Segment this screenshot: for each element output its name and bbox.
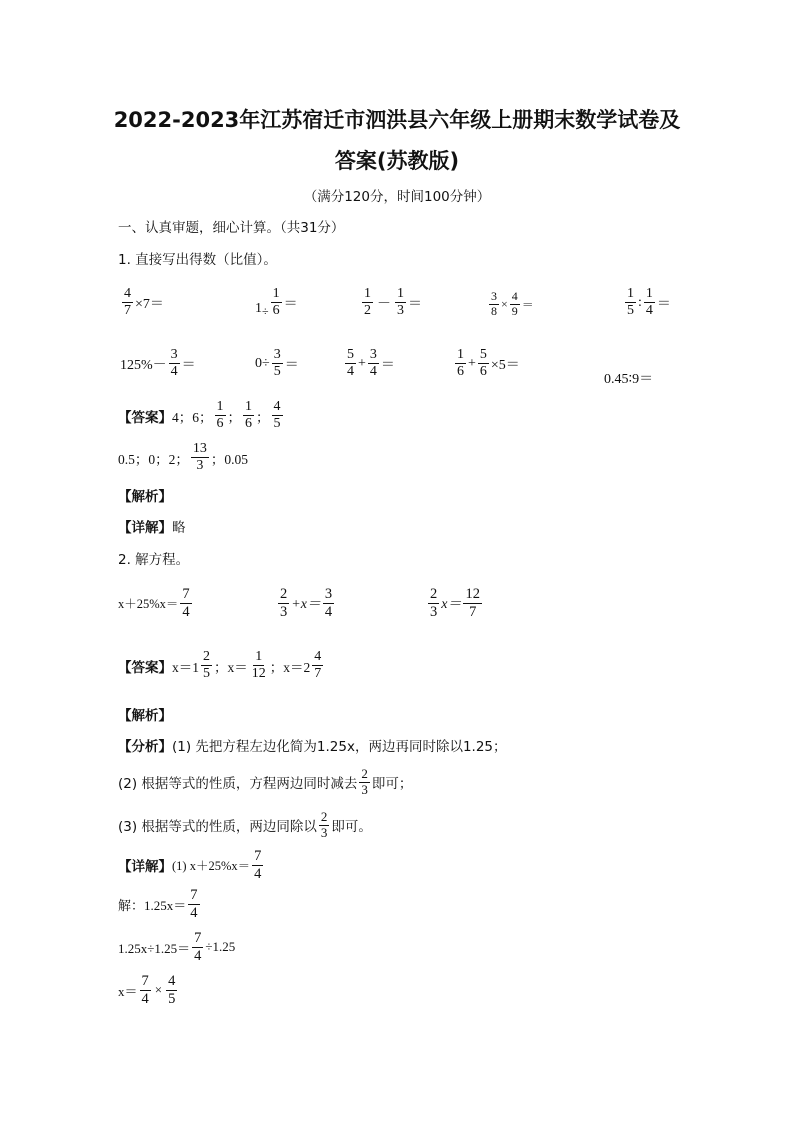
q2-detail-3: 1.25x÷1.25＝ $\frac{7}{4}$ ÷1.25	[118, 930, 236, 964]
expr-3: $\frac{1}{2}$ － $\frac{1}{3}$ ＝	[364, 286, 422, 319]
section-heading: 一、认真审题，细心计算。（共31分）	[118, 220, 345, 236]
q2-answer: 【答案】 x＝1 $\frac{2}{5}$ ；x＝ $\frac{1}{12}$ ；x＝2 $\frac{4}{7}$	[118, 649, 322, 682]
expr-1: $\frac{4}{7}$ ×7＝	[124, 286, 164, 319]
expr-10: 0.45∶9＝	[604, 372, 654, 387]
expr-9: $\frac{1}{6}$ + $\frac{5}{6}$ ×5＝	[457, 347, 520, 380]
q2-analysis: 【解析】	[118, 708, 172, 724]
q1-analysis: 【解析】	[118, 489, 172, 505]
expr-7: 0÷ $\frac{3}{5}$ ＝	[255, 347, 299, 380]
expr-4: $\frac{3}{8}$ × $\frac{4}{9}$ ＝	[491, 289, 534, 318]
expr-5: $\frac{1}{5}$ : $\frac{1}{4}$ ＝	[627, 286, 671, 319]
expr-8: $\frac{5}{4}$ + $\frac{3}{4}$ ＝	[347, 347, 395, 380]
doc-title-line2: 答案(苏教版)	[334, 149, 460, 173]
q2-fenxi-2: (2) 根据等式的性质，方程两边同时减去 $\frac{2}{3}$ 即可；	[118, 766, 413, 797]
q2-fenxi-3: (3) 根据等式的性质，两边同除以 $\frac{2}{3}$ 即可。	[118, 809, 372, 840]
q1-answer: 【答案】 4；6； $\frac{1}{6}$ ； $\frac{1}{6}$ ； $\frac{4}{5}$	[118, 399, 281, 432]
question-2: 2. 解方程。	[118, 552, 190, 568]
q2-fenxi-1: 【分析】(1) 先把方程左边化简为1.25x，两边再同时除以1.25；	[118, 739, 507, 755]
doc-title-line1: 2022-2023年江苏宿迁市泗洪县六年级上册期末数学试卷及	[113, 108, 681, 132]
q1-detail: 【详解】略	[118, 520, 186, 536]
equation-3: $\frac{2}{3}$ x＝ $\frac{12}{7}$	[430, 586, 480, 620]
q1-answer-line2: 0.5；0；2； $\frac{13}{3}$ ；0.05	[118, 441, 248, 474]
doc-subtitle: （满分120分，时间100分钟）	[303, 189, 491, 205]
q2-detail-4: x＝ $\frac{7}{4}$ × $\frac{4}{5}$	[118, 973, 176, 1007]
q2-detail-2: 解：1.25x＝ $\frac{7}{4}$	[118, 887, 198, 921]
equation-1: x＋25%x＝ $\frac{7}{4}$	[118, 586, 190, 620]
expr-2: 1 ÷ $\frac{1}{6}$ ＝	[255, 286, 298, 319]
question-1: 1. 直接写出得数（比值）。	[118, 252, 277, 268]
expr-6: 125%－ $\frac{3}{4}$ ＝	[120, 347, 196, 380]
equation-2: $\frac{2}{3}$ +x＝ $\frac{3}{4}$	[280, 586, 333, 620]
q2-detail-1: 【详解】 (1) x＋25%x＝ $\frac{7}{4}$	[118, 848, 262, 882]
